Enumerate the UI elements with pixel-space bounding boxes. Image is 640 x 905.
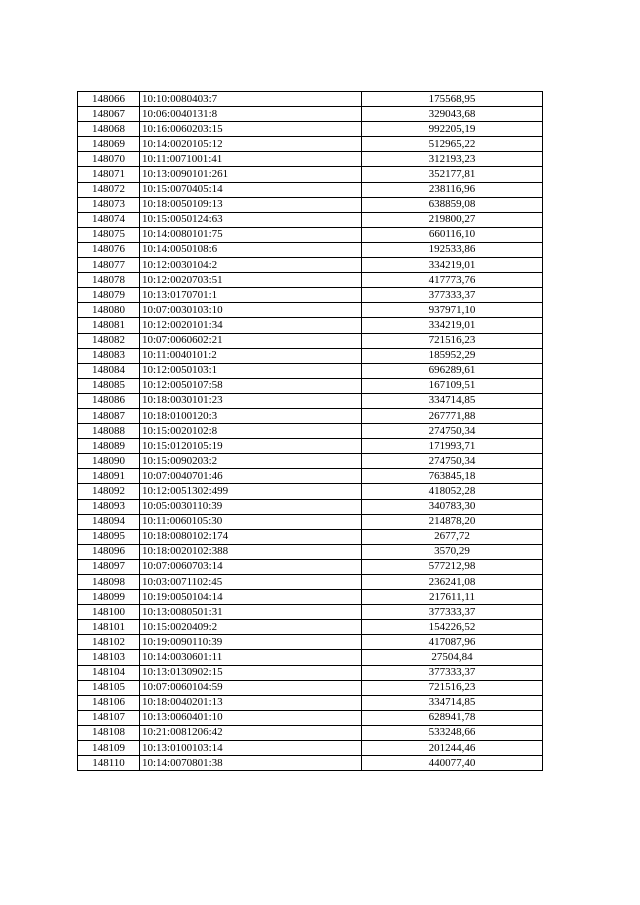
table-row (78, 514, 543, 529)
table-row (78, 363, 543, 378)
cadastral-number-cell: 10:15:0120105:19 (140, 439, 362, 454)
amount-cell: 219800,27 (362, 212, 543, 227)
amount-cell: 3570,29 (362, 544, 543, 559)
cadastral-number-cell: 10:14:0020105:12 (140, 137, 362, 152)
amount-cell: 2677,72 (362, 529, 543, 544)
table-row (78, 152, 543, 167)
table-row (78, 741, 543, 756)
amount-cell: 533248,66 (362, 725, 543, 740)
amount-cell: 217611,11 (362, 590, 543, 605)
row-id-cell: 148101 (78, 620, 140, 635)
table-row (78, 575, 543, 590)
table-row (78, 182, 543, 197)
table-row (78, 590, 543, 605)
cadastral-number-cell: 10:07:0060703:14 (140, 559, 362, 574)
cadastral-number-cell: 10:13:0130902:15 (140, 665, 362, 680)
cadastral-number-cell: 10:07:0030103:10 (140, 303, 362, 318)
row-id-cell: 148076 (78, 242, 140, 257)
amount-cell: 512965,22 (362, 137, 543, 152)
table-row (78, 499, 543, 514)
cadastral-number-cell: 10:15:0090203:2 (140, 454, 362, 469)
amount-cell: 628941,78 (362, 710, 543, 725)
row-id-cell: 148070 (78, 152, 140, 167)
cadastral-number-cell: 10:21:0081206:42 (140, 725, 362, 740)
table-row (78, 439, 543, 454)
cadastral-number-cell: 10:18:0080102:174 (140, 529, 362, 544)
table-row (78, 484, 543, 499)
amount-cell: 192533,86 (362, 242, 543, 257)
amount-cell: 377333,37 (362, 665, 543, 680)
row-id-cell: 148083 (78, 348, 140, 363)
cadastral-number-cell: 10:15:0020409:2 (140, 620, 362, 635)
amount-cell: 334714,85 (362, 695, 543, 710)
cadastral-number-cell: 10:12:0020703:51 (140, 273, 362, 288)
row-id-cell: 148090 (78, 454, 140, 469)
table-row (78, 227, 543, 242)
row-id-cell: 148096 (78, 544, 140, 559)
cadastral-number-cell: 10:15:0050124:63 (140, 212, 362, 227)
row-id-cell: 148078 (78, 273, 140, 288)
row-id-cell: 148084 (78, 363, 140, 378)
cadastral-number-cell: 10:07:0060602:21 (140, 333, 362, 348)
table-row (78, 92, 543, 107)
row-id-cell: 148069 (78, 137, 140, 152)
row-id-cell: 148085 (78, 378, 140, 393)
cadastral-number-cell: 10:12:0030104:2 (140, 258, 362, 273)
cadastral-number-cell: 10:12:0020101:34 (140, 318, 362, 333)
row-id-cell: 148093 (78, 499, 140, 514)
amount-cell: 763845,18 (362, 469, 543, 484)
table-row (78, 258, 543, 273)
table-row (78, 408, 543, 423)
row-id-cell: 148088 (78, 424, 140, 439)
row-id-cell: 148098 (78, 575, 140, 590)
amount-cell: 236241,08 (362, 575, 543, 590)
amount-cell: 274750,34 (362, 454, 543, 469)
cadastral-number-cell: 10:18:0100120:3 (140, 408, 362, 423)
row-id-cell: 148109 (78, 741, 140, 756)
amount-cell: 577212,98 (362, 559, 543, 574)
cadastral-number-cell: 10:11:0071001:41 (140, 152, 362, 167)
cadastral-number-cell: 10:05:0030110:39 (140, 499, 362, 514)
table-row (78, 378, 543, 393)
row-id-cell: 148091 (78, 469, 140, 484)
cadastral-number-cell: 10:12:0051302:499 (140, 484, 362, 499)
row-id-cell: 148079 (78, 288, 140, 303)
amount-cell: 171993,71 (362, 439, 543, 454)
cadastral-number-cell: 10:18:0050109:13 (140, 197, 362, 212)
amount-cell: 175568,95 (362, 92, 543, 107)
amount-cell: 312193,23 (362, 152, 543, 167)
cadastral-number-cell: 10:14:0080101:75 (140, 227, 362, 242)
cadastral-number-cell: 10:18:0020102:388 (140, 544, 362, 559)
data-table (77, 91, 543, 771)
row-id-cell: 148105 (78, 680, 140, 695)
cadastral-number-cell: 10:07:0040701:46 (140, 469, 362, 484)
table-row (78, 212, 543, 227)
table-row (78, 650, 543, 665)
row-id-cell: 148080 (78, 303, 140, 318)
table-body (78, 92, 543, 771)
amount-cell: 992205,19 (362, 122, 543, 137)
cadastral-number-cell: 10:18:0030101:23 (140, 393, 362, 408)
row-id-cell: 148102 (78, 635, 140, 650)
cadastral-number-cell: 10:14:0070801:38 (140, 756, 362, 771)
amount-cell: 201244,46 (362, 741, 543, 756)
cadastral-number-cell: 10:16:0060203:15 (140, 122, 362, 137)
row-id-cell: 148068 (78, 122, 140, 137)
cadastral-number-cell: 10:13:0080501:31 (140, 605, 362, 620)
table-row (78, 635, 543, 650)
amount-cell: 329043,68 (362, 107, 543, 122)
table-row (78, 454, 543, 469)
amount-cell: 267771,88 (362, 408, 543, 423)
amount-cell: 340783,30 (362, 499, 543, 514)
table-row (78, 680, 543, 695)
amount-cell: 334219,01 (362, 318, 543, 333)
amount-cell: 417087,96 (362, 635, 543, 650)
row-id-cell: 148075 (78, 227, 140, 242)
table-row (78, 333, 543, 348)
cadastral-number-cell: 10:13:0100103:14 (140, 741, 362, 756)
cadastral-number-cell: 10:15:0070405:14 (140, 182, 362, 197)
table-row (78, 167, 543, 182)
row-id-cell: 148071 (78, 167, 140, 182)
amount-cell: 377333,37 (362, 288, 543, 303)
table-row (78, 348, 543, 363)
cadastral-number-cell: 10:19:0050104:14 (140, 590, 362, 605)
amount-cell: 154226,52 (362, 620, 543, 635)
table-row (78, 303, 543, 318)
cadastral-number-cell: 10:19:0090110:39 (140, 635, 362, 650)
cadastral-number-cell: 10:11:0040101:2 (140, 348, 362, 363)
amount-cell: 440077,40 (362, 756, 543, 771)
amount-cell: 238116,96 (362, 182, 543, 197)
amount-cell: 185952,29 (362, 348, 543, 363)
cadastral-number-cell: 10:15:0020102:8 (140, 424, 362, 439)
amount-cell: 27504,84 (362, 650, 543, 665)
table-row (78, 710, 543, 725)
table-row (78, 273, 543, 288)
cadastral-number-cell: 10:11:0060105:30 (140, 514, 362, 529)
row-id-cell: 148082 (78, 333, 140, 348)
amount-cell: 167109,51 (362, 378, 543, 393)
row-id-cell: 148099 (78, 590, 140, 605)
row-id-cell: 148106 (78, 695, 140, 710)
cadastral-number-cell: 10:07:0060104:59 (140, 680, 362, 695)
table-row (78, 242, 543, 257)
amount-cell: 334714,85 (362, 393, 543, 408)
table-row (78, 529, 543, 544)
table-row (78, 107, 543, 122)
cadastral-number-cell: 10:10:0080403:7 (140, 92, 362, 107)
row-id-cell: 148110 (78, 756, 140, 771)
amount-cell: 638859,08 (362, 197, 543, 212)
amount-cell: 418052,28 (362, 484, 543, 499)
table-row (78, 559, 543, 574)
table-row (78, 197, 543, 212)
table-row (78, 695, 543, 710)
row-id-cell: 148066 (78, 92, 140, 107)
row-id-cell: 148067 (78, 107, 140, 122)
amount-cell: 352177,81 (362, 167, 543, 182)
amount-cell: 721516,23 (362, 680, 543, 695)
amount-cell: 334219,01 (362, 258, 543, 273)
table-row (78, 318, 543, 333)
table-row (78, 137, 543, 152)
row-id-cell: 148094 (78, 514, 140, 529)
amount-cell: 937971,10 (362, 303, 543, 318)
table-row (78, 544, 543, 559)
amount-cell: 214878,20 (362, 514, 543, 529)
cadastral-number-cell: 10:14:0050108:6 (140, 242, 362, 257)
row-id-cell: 148089 (78, 439, 140, 454)
cadastral-number-cell: 10:13:0170701:1 (140, 288, 362, 303)
amount-cell: 377333,37 (362, 605, 543, 620)
row-id-cell: 148107 (78, 710, 140, 725)
amount-cell: 721516,23 (362, 333, 543, 348)
cadastral-number-cell: 10:13:0060401:10 (140, 710, 362, 725)
table-row (78, 424, 543, 439)
row-id-cell: 148072 (78, 182, 140, 197)
row-id-cell: 148092 (78, 484, 140, 499)
cadastral-number-cell: 10:13:0090101:261 (140, 167, 362, 182)
row-id-cell: 148081 (78, 318, 140, 333)
cadastral-number-cell: 10:06:0040131:8 (140, 107, 362, 122)
row-id-cell: 148087 (78, 408, 140, 423)
row-id-cell: 148074 (78, 212, 140, 227)
row-id-cell: 148086 (78, 393, 140, 408)
cadastral-number-cell: 10:12:0050103:1 (140, 363, 362, 378)
table-row (78, 393, 543, 408)
table-row (78, 725, 543, 740)
table-row (78, 469, 543, 484)
row-id-cell: 148100 (78, 605, 140, 620)
row-id-cell: 148073 (78, 197, 140, 212)
cadastral-number-cell: 10:03:0071102:45 (140, 575, 362, 590)
row-id-cell: 148095 (78, 529, 140, 544)
table-row (78, 620, 543, 635)
row-id-cell: 148097 (78, 559, 140, 574)
amount-cell: 274750,34 (362, 424, 543, 439)
row-id-cell: 148103 (78, 650, 140, 665)
row-id-cell: 148104 (78, 665, 140, 680)
amount-cell: 660116,10 (362, 227, 543, 242)
row-id-cell: 148077 (78, 258, 140, 273)
cadastral-number-cell: 10:18:0040201:13 (140, 695, 362, 710)
table-row (78, 122, 543, 137)
cadastral-number-cell: 10:14:0030601:11 (140, 650, 362, 665)
amount-cell: 417773,76 (362, 273, 543, 288)
cadastral-number-cell: 10:12:0050107:58 (140, 378, 362, 393)
table-row (78, 665, 543, 680)
row-id-cell: 148108 (78, 725, 140, 740)
table-row (78, 605, 543, 620)
amount-cell: 696289,61 (362, 363, 543, 378)
table-row (78, 288, 543, 303)
table-row (78, 756, 543, 771)
